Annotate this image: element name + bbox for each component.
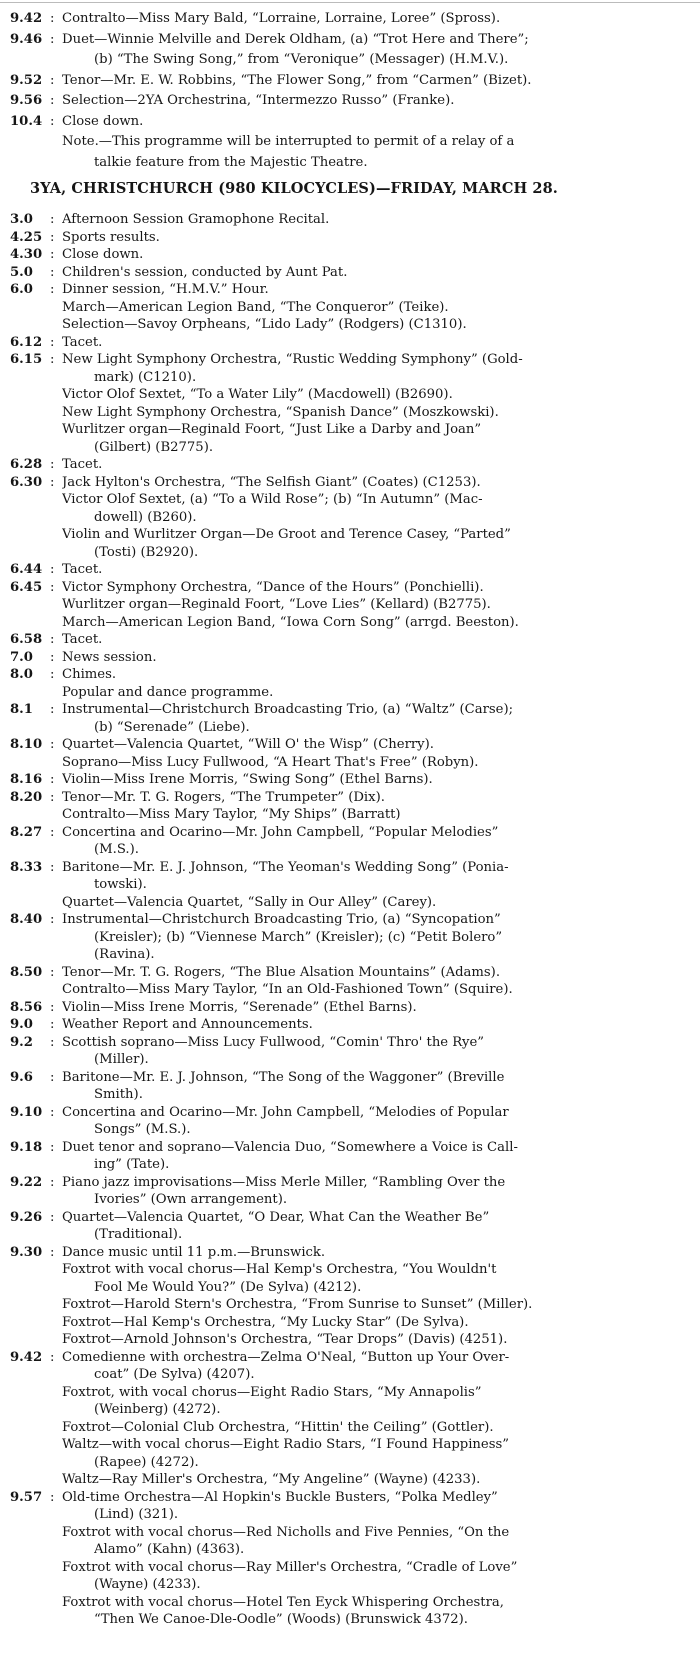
- programme-line: [0, 964, 700, 982]
- programme-text: Sports results.: [62, 229, 160, 245]
- programme-text: Close down.: [62, 113, 144, 129]
- time-colon: :: [50, 1069, 55, 1085]
- programme-text: Smith).: [94, 1087, 143, 1102]
- programme-text: Foxtrot, with vocal chorus—Eight Radio Stars, “My Annapolis”: [62, 1384, 482, 1400]
- programme-text: mark) (C1210).: [94, 369, 197, 385]
- programme-line: [0, 1016, 700, 1034]
- programme-text: coat” (De Sylva) (4207).: [94, 1367, 255, 1382]
- programme-text: Duet—Winnie Melville and Derek Oldham, (a) “Trot Here and There”;: [62, 31, 529, 47]
- programme-line: [0, 526, 700, 544]
- programme-text: Concertina and Ocarino—Mr. John Campbell, “Melodies of Popular: [62, 1104, 509, 1120]
- programme-line: [0, 946, 700, 964]
- programme-time: 9.30: [10, 1244, 43, 1260]
- station-heading: 3YA, CHRISTCHURCH (980 KILOCYCLES)—FRIDAY, MARCH 28.: [30, 180, 558, 197]
- programme-text: Contralto—Miss Mary Taylor, “In an Old-Fashioned Town” (Squire).: [62, 982, 513, 997]
- time-colon: :: [50, 457, 55, 472]
- time-colon: :: [50, 1174, 55, 1190]
- programme-line: [0, 1086, 700, 1104]
- programme-text: Close down.: [62, 247, 144, 262]
- programme-text: Songs” (M.S.).: [94, 1122, 191, 1137]
- time-colon: :: [50, 264, 55, 280]
- programme-text: Tacet.: [62, 457, 103, 472]
- programme-text: Selection—Savoy Orpheans, “Lido Lady” (Rodgers) (C1310).: [62, 317, 467, 332]
- programme-line: [0, 229, 700, 247]
- time-colon: :: [50, 1017, 55, 1032]
- programme-time: 9.6: [10, 1069, 33, 1085]
- programme-time: 9.2: [10, 1034, 33, 1050]
- programme-text: (Gilbert) (B2775).: [94, 439, 214, 455]
- programme-text: Quartet—Valencia Quartet, “Sally in Our Alley” (Carey).: [62, 894, 437, 910]
- programme-line: [0, 1331, 700, 1349]
- programme-time: 6.58: [10, 632, 43, 647]
- time-colon: :: [50, 229, 55, 245]
- programme-text: Popular and dance programme.: [62, 684, 274, 700]
- programme-time: 9.42: [10, 11, 43, 26]
- programme-time: 8.33: [10, 859, 43, 875]
- programme-text: Quartet—Valencia Quartet, “Will O' the Wisp” (Cherry).: [62, 737, 434, 752]
- programme-text: Foxtrot with vocal chorus—Hotel Ten Eyck Whispering Orchestra,: [62, 1594, 504, 1610]
- programme-line: [0, 1139, 700, 1157]
- time-colon: :: [50, 1244, 55, 1260]
- programme-line: [0, 154, 700, 172]
- programme-time: 6.15: [10, 352, 43, 367]
- programme-text: New Light Symphony Orchestra, “Rustic Wedding Symphony” (Gold-: [62, 352, 523, 367]
- programme-line: [0, 1594, 700, 1612]
- time-colon: :: [50, 562, 55, 577]
- programme-time: 9.42: [10, 1349, 43, 1365]
- programme-text: (b) “Serenade” (Liebe).: [94, 719, 250, 735]
- time-colon: :: [50, 579, 55, 595]
- programme-text: Instrumental—Christchurch Broadcasting Trio, (a) “Syncopation”: [62, 912, 501, 927]
- programme-time: 9.46: [10, 31, 43, 47]
- time-colon: :: [50, 1209, 55, 1225]
- programme-line: [0, 859, 700, 877]
- programme-text: Foxtrot—Colonial Club Orchestra, “Hittin' the Ceiling” (Gottler).: [62, 1419, 494, 1435]
- programme-line: [0, 649, 700, 667]
- programme-text: Foxtrot with vocal chorus—Hal Kemp's Orchestra, “You Wouldn't: [62, 1262, 497, 1277]
- programme-line: [0, 246, 700, 264]
- programme-text: talkie feature from the Majestic Theatre.: [94, 154, 368, 170]
- programme-line: [0, 806, 700, 824]
- programme-text: Baritone—Mr. E. J. Johnson, “The Yeoman's Wedding Song” (Ponia-: [62, 859, 509, 875]
- programme-time: 8.1: [10, 702, 33, 717]
- programme-text: Tenor—Mr. E. W. Robbins, “The Flower Song,” from “Carmen” (Bizet).: [62, 72, 532, 88]
- programme-text: (Kreisler); (b) “Viennese March” (Kreisler); (c) “Petit Bolero”: [94, 929, 503, 945]
- time-colon: :: [50, 667, 55, 682]
- programme-text: (b) “The Swing Song,” from “Veronique” (Messager) (H.M.V.).: [94, 52, 509, 67]
- programme-text: (Traditional).: [94, 1227, 183, 1242]
- programme-time: 3.0: [10, 212, 33, 227]
- programme-time: 6.45: [10, 579, 43, 595]
- programme-time: 5.0: [10, 264, 33, 280]
- programme-text: (Weinberg) (4272).: [94, 1402, 221, 1417]
- programme-text: Chimes.: [62, 667, 117, 682]
- programme-line: [0, 1524, 700, 1542]
- programme-time: 4.30: [10, 247, 43, 262]
- programme-text: Jack Hylton's Orchestra, “The Selfish Giant” (Coates) (C1253).: [62, 474, 481, 490]
- programme-text: Foxtrot—Harold Stern's Orchestra, “From Sunrise to Sunset” (Miller).: [62, 1297, 533, 1312]
- programme-line: [0, 1261, 700, 1279]
- programme-text: Soprano—Miss Lucy Fullwood, “A Heart That's Free” (Robyn).: [62, 754, 479, 770]
- programme-text: Foxtrot—Hal Kemp's Orchestra, “My Lucky Star” (De Sylva).: [62, 1314, 469, 1330]
- programme-line: [0, 439, 700, 457]
- programme-line: [0, 841, 700, 859]
- programme-time: 8.50: [10, 964, 43, 980]
- programme-line: [0, 1366, 700, 1384]
- programme-text: Waltz—Ray Miller's Orchestra, “My Angeline” (Wayne) (4233).: [62, 1472, 481, 1487]
- time-colon: :: [50, 1104, 55, 1120]
- programme-line: [0, 299, 700, 317]
- programme-time: 9.10: [10, 1104, 43, 1120]
- programme-line: [0, 351, 700, 369]
- time-colon: :: [50, 93, 55, 108]
- programme-time: 6.44: [10, 562, 43, 577]
- programme-line: [0, 404, 700, 422]
- programme-line: [0, 1209, 700, 1227]
- time-colon: :: [50, 649, 55, 665]
- programme-text: Fool Me Would You?” (De Sylva) (4212).: [94, 1279, 362, 1295]
- programme-text: dowell) (B260).: [94, 509, 197, 525]
- programme-text: Concertina and Ocarino—Mr. John Campbell, “Popular Melodies”: [62, 824, 499, 840]
- programme-time: 9.52: [10, 72, 43, 88]
- programme-line: [0, 281, 700, 299]
- programme-line: [0, 421, 700, 439]
- programme-text: Duet tenor and soprano—Valencia Duo, “Somewhere a Voice is Call-: [62, 1139, 518, 1155]
- programme-line: [0, 31, 700, 49]
- programme-time: 9.56: [10, 93, 43, 108]
- programme-line: [0, 10, 700, 28]
- programme-text: towski).: [94, 877, 147, 892]
- programme-line: [0, 1051, 700, 1069]
- programme-line: [0, 1611, 700, 1629]
- programme-text: Selection—2YA Orchestrina, “Intermezzo Russo” (Franke).: [62, 93, 455, 108]
- programme-text: Tacet.: [62, 562, 103, 577]
- programme-text: Violin and Wurlitzer Organ—De Groot and Terence Casey, “Parted”: [62, 527, 511, 542]
- programme-line: [0, 133, 700, 151]
- programme-time: 8.56: [10, 999, 43, 1015]
- time-colon: :: [50, 789, 55, 805]
- time-colon: :: [50, 113, 55, 129]
- programme-text: Quartet—Valencia Quartet, “O Dear, What Can the Weather Be”: [62, 1209, 490, 1225]
- programme-time: 4.25: [10, 229, 43, 245]
- time-colon: :: [50, 352, 55, 367]
- programme-text: Contralto—Miss Mary Bald, “Lorraine, Lorraine, Loree” (Spross).: [62, 11, 501, 26]
- programme-text: (Wayne) (4233).: [94, 1577, 201, 1592]
- programme-line: [0, 474, 700, 492]
- programme-text: Old-time Orchestra—Al Hopkin's Buckle Busters, “Polka Medley”: [62, 1489, 498, 1505]
- programme-line: [0, 1104, 700, 1122]
- time-colon: :: [50, 702, 55, 717]
- time-colon: :: [50, 824, 55, 840]
- programme-text: Weather Report and Announcements.: [62, 1017, 313, 1032]
- programme-time: 8.0: [10, 667, 33, 682]
- programme-text: March—American Legion Band, “The Conqueror” (Teike).: [62, 299, 449, 315]
- programme-line: [0, 666, 700, 684]
- time-colon: :: [50, 859, 55, 875]
- programme-line: [0, 1506, 700, 1524]
- programme-line: [0, 789, 700, 807]
- programme-text: Tenor—Mr. T. G. Rogers, “The Blue Alsation Mountains” (Adams).: [62, 964, 501, 980]
- programme-text: Contralto—Miss Mary Taylor, “My Ships” (Barratt): [62, 807, 401, 822]
- programme-text: Victor Symphony Orchestra, “Dance of the Hours” (Ponchielli).: [62, 579, 484, 595]
- programme-time: 9.18: [10, 1139, 43, 1155]
- time-colon: :: [50, 772, 55, 787]
- programme-line: [0, 1401, 700, 1419]
- programme-line: [0, 701, 700, 719]
- programme-line: [0, 1296, 700, 1314]
- programme-line: [0, 736, 700, 754]
- programme-line: [0, 894, 700, 912]
- programme-line: [0, 1349, 700, 1367]
- programme-text: (Ravina).: [94, 947, 155, 962]
- programme-time: 8.40: [10, 912, 43, 927]
- programme-line: [0, 264, 700, 282]
- programme-line: [0, 509, 700, 527]
- time-colon: :: [50, 1034, 55, 1050]
- programme-time: 8.20: [10, 789, 43, 805]
- programme-text: Foxtrot—Arnold Johnson's Orchestra, “Tear Drops” (Davis) (4251).: [62, 1332, 508, 1347]
- programme-time: 9.57: [10, 1489, 43, 1505]
- programme-text: Violin—Miss Irene Morris, “Swing Song” (Ethel Barns).: [62, 772, 433, 787]
- programme-text: ing” (Tate).: [94, 1157, 170, 1172]
- programme-line: [0, 684, 700, 702]
- programme-line: [0, 1541, 700, 1559]
- programme-line: [0, 1156, 700, 1174]
- programme-text: Dinner session, “H.M.V.” Hour.: [62, 282, 269, 297]
- programme-line: [0, 981, 700, 999]
- programme-line: [0, 491, 700, 509]
- programme-line: [0, 211, 700, 229]
- programme-time: 8.10: [10, 737, 43, 752]
- programme-time: 9.26: [10, 1209, 43, 1225]
- programme-text: Tacet.: [62, 334, 103, 350]
- programme-text: Victor Olof Sextet, (a) “To a Wild Rose”; (b) “In Autumn” (Mac-: [62, 492, 483, 507]
- time-colon: :: [50, 1139, 55, 1155]
- programme-text: Scottish soprano—Miss Lucy Fullwood, “Comin' Thro' the Rye”: [62, 1034, 484, 1050]
- programme-text: (Tosti) (B2920).: [94, 544, 199, 560]
- programme-text: “Then We Canoe-Dle-Oodle” (Woods) (Brunswick 4372).: [94, 1612, 468, 1627]
- programme-text: Wurlitzer organ—Reginald Foort, “Just Like a Darby and Joan”: [62, 422, 482, 437]
- programme-line: [0, 596, 700, 614]
- programme-text: Victor Olof Sextet, “To a Water Lily” (Macdowell) (B2690).: [62, 387, 453, 402]
- programme-text: New Light Symphony Orchestra, “Spanish Dance” (Moszkowski).: [62, 404, 499, 420]
- time-colon: :: [50, 72, 55, 88]
- programme-text: (Miller).: [94, 1052, 149, 1067]
- programme-line: [0, 1576, 700, 1594]
- programme-line: [0, 92, 700, 110]
- programme-time: 6.12: [10, 334, 43, 350]
- programme-time: 6.0: [10, 282, 33, 297]
- programme-line: [0, 51, 700, 69]
- programme-line: [0, 631, 700, 649]
- programme-text: Afternoon Session Gramophone Recital.: [62, 212, 330, 227]
- programme-text: News session.: [62, 649, 157, 665]
- programme-text: Violin—Miss Irene Morris, “Serenade” (Ethel Barns).: [62, 999, 417, 1015]
- programme-text: Tacet.: [62, 632, 103, 647]
- programme-line: [0, 876, 700, 894]
- programme-text: Children's session, conducted by Aunt Pat.: [62, 264, 348, 280]
- programme-line: [0, 1314, 700, 1332]
- programme-text: Dance music until 11 p.m.—Brunswick.: [62, 1244, 326, 1260]
- time-colon: :: [50, 1489, 55, 1505]
- programme-text: Alamo” (Kahn) (4363).: [94, 1542, 245, 1557]
- programme-text: (M.S.).: [94, 842, 139, 857]
- programme-time: 10.4: [10, 113, 43, 129]
- programme-line: [0, 1191, 700, 1209]
- programme-line: [0, 824, 700, 842]
- time-colon: :: [50, 31, 55, 47]
- top-rule: [0, 2, 700, 3]
- programme-line: [0, 1174, 700, 1192]
- programme-text: Instrumental—Christchurch Broadcasting Trio, (a) “Waltz” (Carse);: [62, 702, 514, 717]
- programme-line: [0, 929, 700, 947]
- programme-line: [0, 334, 700, 352]
- programme-line: [0, 719, 700, 737]
- programme-line: [0, 369, 700, 387]
- time-colon: :: [50, 247, 55, 262]
- programme-text: (Rapee) (4272).: [94, 1454, 199, 1470]
- programme-line: [0, 1419, 700, 1437]
- time-colon: :: [50, 212, 55, 227]
- time-colon: :: [50, 964, 55, 980]
- time-colon: :: [50, 474, 55, 490]
- programme-text: Comedienne with orchestra—Zelma O'Neal, “Button up Your Over-: [62, 1349, 510, 1365]
- programme-time: 9.0: [10, 1017, 33, 1032]
- programme-line: [0, 1471, 700, 1489]
- programme-line: [0, 1244, 700, 1262]
- programme-time: 7.0: [10, 649, 33, 665]
- time-colon: :: [50, 334, 55, 350]
- programme-text: Baritone—Mr. E. J. Johnson, “The Song of the Waggoner” (Breville: [62, 1069, 505, 1085]
- programme-time: 6.28: [10, 457, 43, 472]
- time-colon: :: [50, 632, 55, 647]
- programme-line: [0, 456, 700, 474]
- programme-line: [0, 561, 700, 579]
- programme-line: [0, 1559, 700, 1577]
- programme-text: (Lind) (321).: [94, 1507, 179, 1522]
- time-colon: :: [50, 999, 55, 1015]
- time-colon: :: [50, 912, 55, 927]
- programme-line: [0, 1121, 700, 1139]
- programme-line: [0, 771, 700, 789]
- time-colon: :: [50, 11, 55, 26]
- programme-text: Piano jazz improvisations—Miss Merle Miller, “Rambling Over the: [62, 1174, 506, 1190]
- programme-line: [0, 544, 700, 562]
- programme-time: 8.27: [10, 824, 43, 840]
- programme-line: [0, 1226, 700, 1244]
- programme-line: [0, 386, 700, 404]
- programme-line: [0, 614, 700, 632]
- time-colon: :: [50, 1349, 55, 1365]
- programme-time: 8.16: [10, 772, 43, 787]
- programme-time: 9.22: [10, 1174, 43, 1190]
- programme-line: [0, 1489, 700, 1507]
- programme-text: Foxtrot with vocal chorus—Red Nicholls and Five Pennies, “On the: [62, 1524, 510, 1540]
- programme-line: [0, 999, 700, 1017]
- programme-text: Wurlitzer organ—Reginald Foort, “Love Lies” (Kellard) (B2775).: [62, 597, 491, 612]
- programme-line: [0, 316, 700, 334]
- programme-text: Note.—This programme will be interrupted to permit of a relay of a: [62, 134, 515, 149]
- programme-text: Ivories” (Own arrangement).: [94, 1192, 288, 1207]
- programme-text: March—American Legion Band, “Iowa Corn Song” (arrgd. Beeston).: [62, 614, 519, 630]
- programme-line: [0, 1069, 700, 1087]
- programme-text: Tenor—Mr. T. G. Rogers, “The Trumpeter” (Dix).: [62, 789, 385, 805]
- programme-text: Foxtrot with vocal chorus—Ray Miller's Orchestra, “Cradle of Love”: [62, 1559, 518, 1575]
- programme-time: 6.30: [10, 474, 43, 490]
- programme-line: [0, 113, 700, 131]
- programme-line: [0, 1436, 700, 1454]
- programme-line: [0, 72, 700, 90]
- programme-line: [0, 1454, 700, 1472]
- time-colon: :: [50, 282, 55, 297]
- programme-text: Waltz—with vocal chorus—Eight Radio Stars, “I Found Happiness”: [62, 1437, 510, 1452]
- programme-line: [0, 1384, 700, 1402]
- programme-line: [0, 1034, 700, 1052]
- programme-line: [0, 911, 700, 929]
- programme-line: [0, 579, 700, 597]
- time-colon: :: [50, 737, 55, 752]
- programme-line: [0, 754, 700, 772]
- programme-line: [0, 1279, 700, 1297]
